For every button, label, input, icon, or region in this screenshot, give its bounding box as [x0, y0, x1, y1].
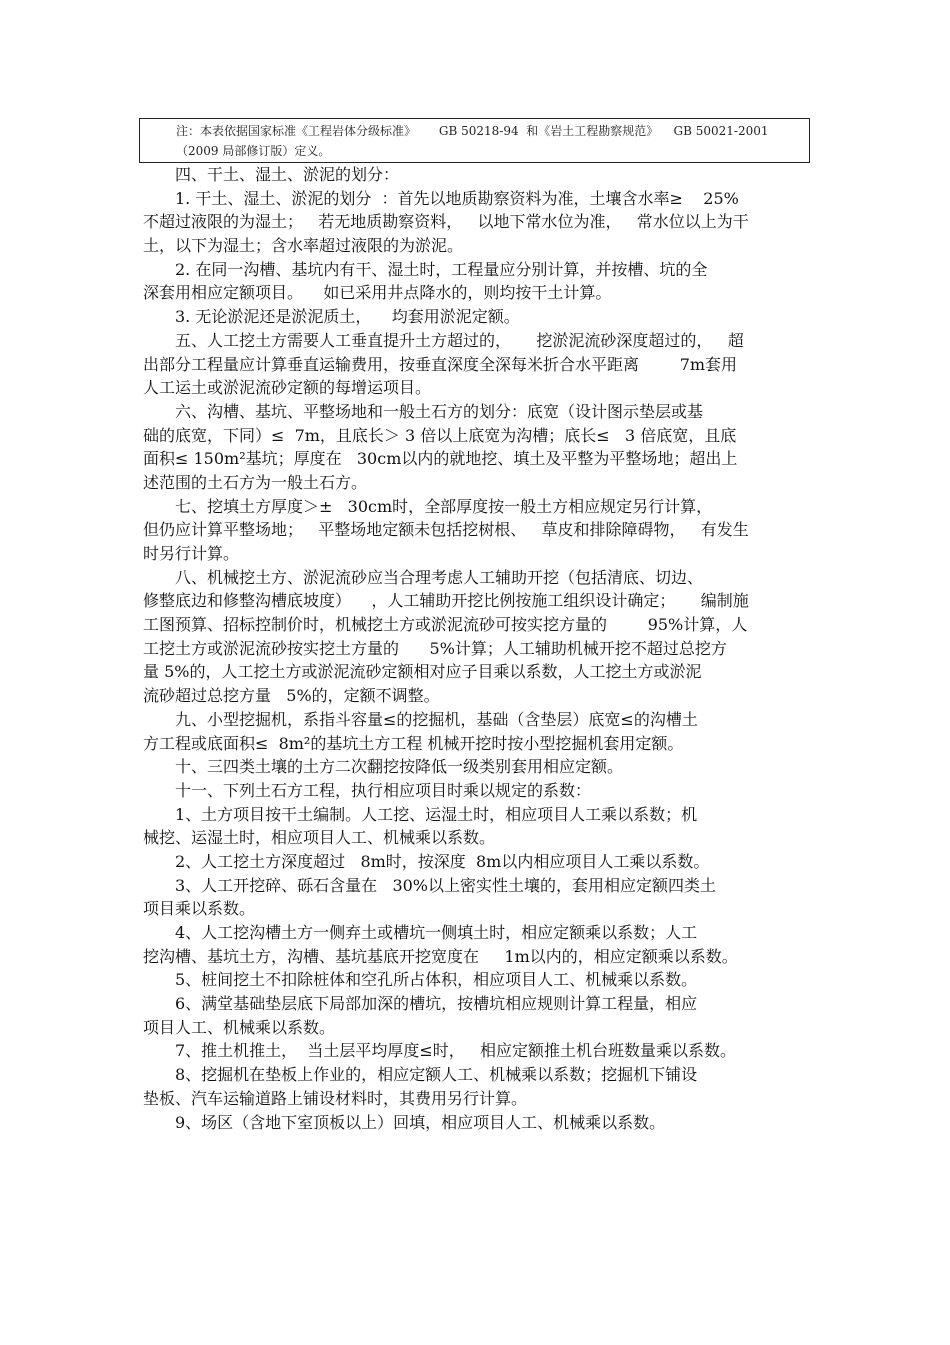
text-line: 面积≤ 150m²基坑；厚度在 30cm以内的就地挖、填土及平整为平整场地；超出上 [143, 449, 738, 469]
text-line: 不超过液限的为湿土； 若无地质勘察资料， 以地下常水位为准， 常水位以上为干 [143, 212, 749, 232]
document-body [143, 163, 810, 1134]
text-line: 流砂超过总挖方量 5%的，定额不调整。 [143, 686, 440, 706]
text-line: 七、挖填土方厚度＞± 30cm时，全部厚度按一般土方相应规定另行计算， [175, 496, 713, 516]
text-line: 3. 无论淤泥还是淤泥质土， 均套用淤泥定额。 [175, 307, 520, 327]
text-line: 量 5%的，人工挖土方或淤泥流砂定额相对应子目乘以系数，人工挖土方或淤泥 [143, 662, 702, 682]
text-line: 深套用相应定额项目。 如已采用井点降水的，则均按干土计算。 [143, 283, 612, 303]
text-line: 4、人工挖沟槽土方一侧弃土或槽坑一侧填土时，相应定额乘以系数；人工 [175, 923, 698, 942]
text-line: 7、推土机推土， 当土层平均厚度≤时， 相应定额推土机台班数量乘以系数。 [175, 1041, 737, 1061]
text-line: 出部分工程量应计算垂直运输费用，按垂直深度全深每米折合水平距离 7m套用 [143, 354, 738, 374]
text-line: 5、桩间挖土不扣除桩体和空孔所占体积，相应项目人工、机械乘以系数。 [175, 970, 698, 990]
text-line: 十一、下列土石方工程，执行相应项目时乘以规定的系数： [175, 780, 592, 800]
text-line: 土，以下为湿土；含水率超过液限的为淤泥。 [143, 236, 464, 256]
text-line: 九、小型挖掘机，系指斗容量≤的挖掘机，基础（含垫层）底宽≤的沟槽土 [175, 709, 698, 729]
text-line: 1. 干土、湿土、淤泥的划分 ：首先以地质勘察资料为准，土壤含水率≥ 25% [175, 188, 739, 208]
text-line: 修整底边和修整沟槽底坡度） ，人工辅助开挖比例按施工组织设计确定； 编制施 [143, 591, 749, 611]
text-line: 人工运土或淤泥流砂定额的每增运项目。 [143, 378, 432, 398]
text-line: 时另行计算。 [143, 544, 240, 563]
text-line: 械挖、运湿土时，相应项目人工、机械乘以系数。 [143, 828, 496, 848]
text-line: 2、人工挖土方深度超过 8m时，按深度 8m以内相应项目人工乘以系数。 [175, 851, 710, 871]
text-line: 十、三四类土壤的土方二次翻挖按降低一级类别套用相应定额。 [175, 757, 624, 777]
note-box [139, 118, 810, 163]
text-line: 础的底宽，下同）≤ 7m，且底长＞ 3 倍以上底宽为沟槽；底长≤ 3 倍底宽，且底 [143, 425, 737, 445]
text-line: 述范围的土石方为一般土石方。 [143, 472, 368, 492]
text-line: 但仍应计算平整场地； 平整场地定额未包括挖树根、 草皮和排除障碍物， 有发生 [143, 520, 749, 540]
text-line: 3、人工开挖碎、砾石含量在 30%以上密实性土壤的，套用相应定额四类土 [175, 875, 717, 895]
note-line-1: 注：本表依据国家标准《工程岩体分级标准》 GB 50218-94 和《岩土工程勘察规范》 GB 50021-2001 [176, 124, 769, 138]
text-line: 垫板、汽车运输道路上铺设材料时，其费用另行计算。 [143, 1088, 528, 1108]
text-line: 八、机械挖土方、淤泥流砂应当合理考虑人工辅助开挖（包括清底、切边、 [175, 567, 704, 587]
text-line: 项目人工、机械乘以系数。 [143, 1017, 336, 1037]
text-line: 工图预算、招标控制价时，机械挖土方或淤泥流砂可按实挖方量的 95%计算，人 [143, 615, 748, 635]
text-line: 项目乘以系数。 [143, 899, 256, 919]
text-line: 1、土方项目按干土编制。人工挖、运湿土时，相应项目人工乘以系数；机 [175, 804, 698, 824]
text-line: 9、场区（含地下室顶板以上）回填，相应项目人工、机械乘以系数。 [175, 1112, 666, 1132]
text-line: 8、挖掘机在垫板上作业的，相应定额人工、机械乘以系数；挖掘机下铺设 [175, 1065, 698, 1085]
text-line: 五、人工挖土方需要人工垂直提升土方超过的， 挖淤泥流砂深度超过的， 超 [175, 330, 744, 350]
text-line: 挖沟槽、基坑土方，沟槽、基坑基底开挖宽度在 1m以内的，相应定额乘以系数。 [143, 946, 738, 966]
text-line: 方工程或底面积≤ 8m²的基坑土方工程 机械开挖时按小型挖掘机套用定额。 [143, 733, 684, 753]
text-line: 6、满堂基础垫层底下局部加深的槽坑，按槽坑相应规则计算工程量，相应 [175, 994, 698, 1014]
text-line: 四、干土、湿土、淤泥的划分： [175, 165, 400, 184]
note-line-2: （2009 局部修订版）定义。 [176, 144, 331, 158]
text-line: 工挖土方或淤泥流砂按实挖土方量的 5%计算；人工辅助机械开挖不超过总挖方 [143, 638, 727, 658]
text-line: 2. 在同一沟槽、基坑内有干、湿土时，工程量应分别计算，并按槽、坑的全 [175, 259, 708, 279]
text-line: 六、沟槽、基坑、平整场地和一般土石方的划分：底宽（设计图示垫层或基 [175, 401, 704, 421]
